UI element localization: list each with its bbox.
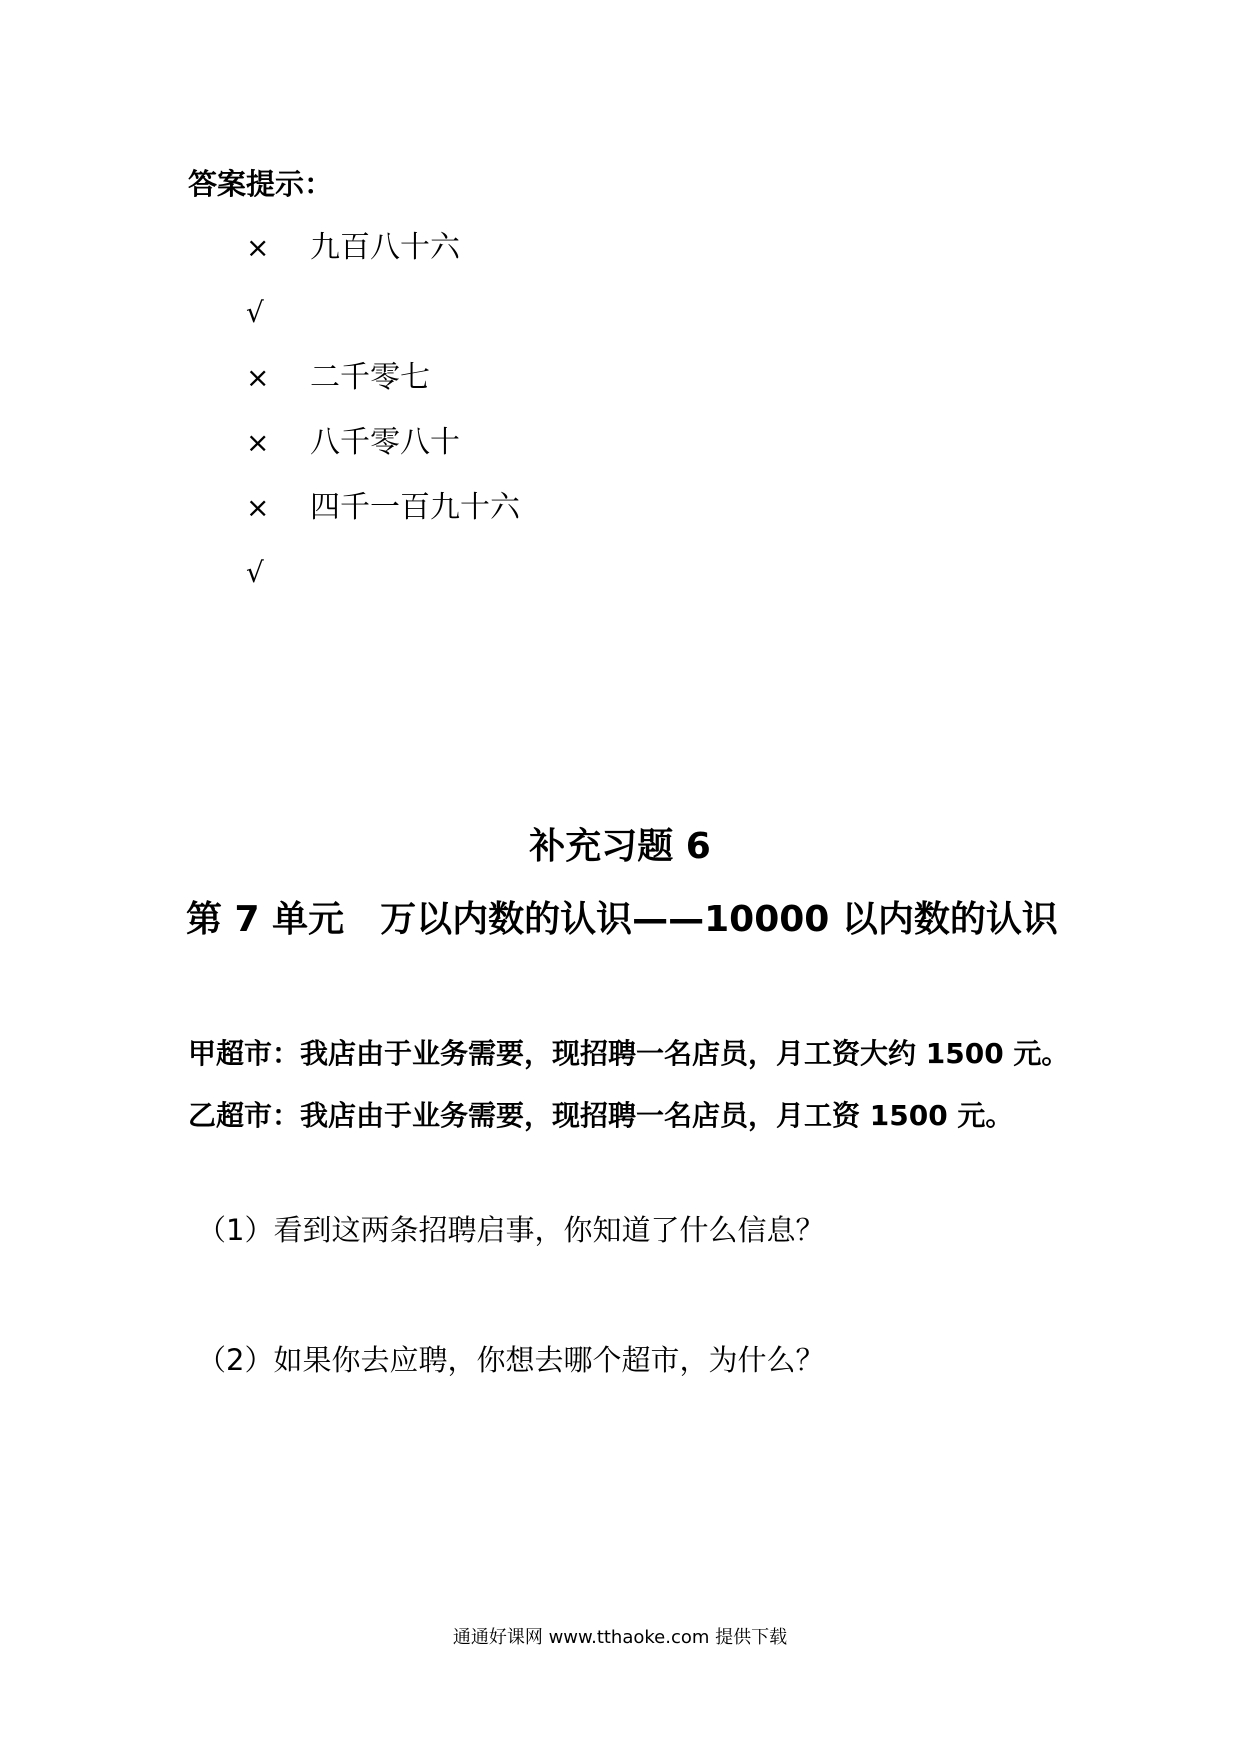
answer-text: 八千零八十	[310, 425, 460, 460]
answer-text: 二千零七	[310, 360, 430, 395]
answer-item	[246, 291, 946, 335]
answer-item	[246, 551, 946, 595]
cross-mark: ×	[246, 231, 270, 264]
answer-heading: 答案提示：	[188, 167, 334, 201]
question-2: （2）如果你去应聘，你想去哪个超市，为什么？	[197, 1343, 825, 1377]
notice-supermarket-a: 甲超市：我店由于业务需要，现招聘一名店员，月工资大约 1500 元。	[188, 1037, 1070, 1070]
answer-text: 九百八十六	[310, 230, 460, 265]
cross-mark: ×	[246, 426, 270, 459]
footer-credit: 通通好课网 www.tthaoke.com 提供下载	[452, 1627, 788, 1648]
cross-mark: ×	[246, 491, 270, 524]
question-1: （1）看到这两条招聘启事，你知道了什么信息？	[197, 1213, 825, 1247]
answer-text: 四千一百九十六	[310, 490, 520, 525]
check-mark: √	[246, 556, 264, 589]
answer-item	[246, 421, 946, 465]
unit-title: 第 7 单元 万以内数的认识——10000 以内数的认识	[186, 899, 1058, 940]
answer-item	[246, 486, 946, 530]
answer-item	[246, 226, 946, 270]
answer-item	[246, 356, 946, 400]
notice-supermarket-b: 乙超市：我店由于业务需要，现招聘一名店员，月工资 1500 元。	[188, 1099, 1014, 1132]
check-mark: √	[246, 296, 264, 329]
cross-mark: ×	[246, 361, 270, 394]
exercise-title: 补充习题 6	[529, 826, 711, 867]
